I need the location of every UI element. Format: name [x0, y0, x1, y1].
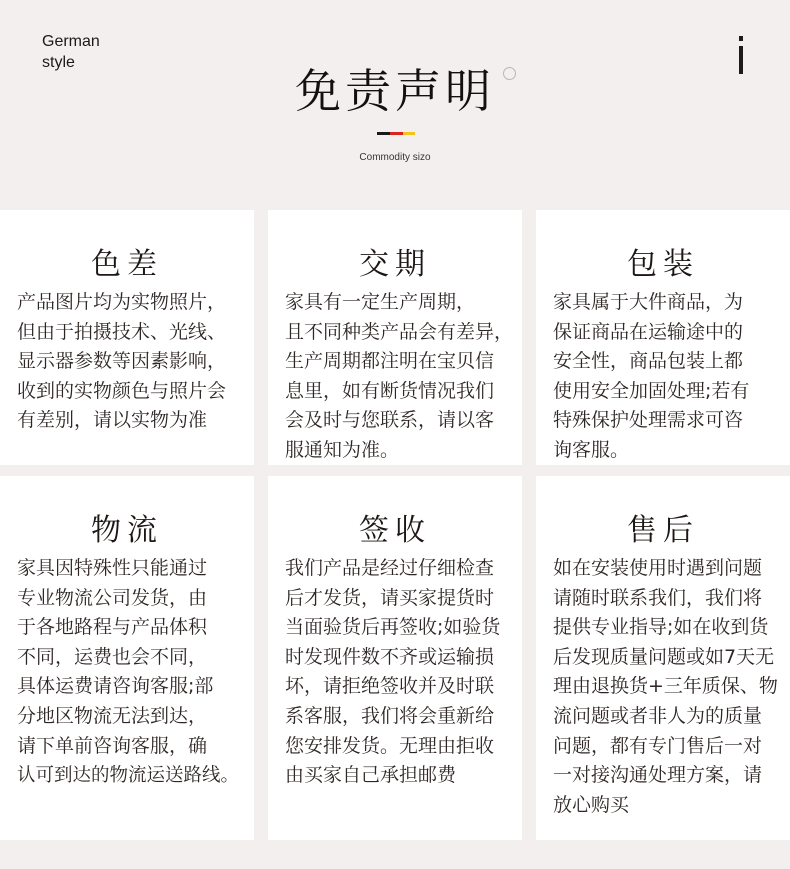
card-line: 具体运费请咨询客服;部	[17, 675, 214, 698]
card-delivery-time	[268, 210, 522, 465]
card-line: 由买家自己承担邮费	[285, 764, 457, 787]
card-line: 安全性，商品包装上都	[553, 350, 744, 373]
card-title: 包装	[627, 247, 699, 282]
brand-line-2: style	[42, 54, 75, 71]
card-line: 后才发货，请买家提货时	[285, 586, 495, 609]
card-title: 签收	[359, 513, 431, 548]
card-line: 请随时联系我们，我们将	[553, 586, 763, 609]
card-line: 当面验货后再签收;如验货	[285, 616, 501, 639]
card-line: 显示器参数等因素影响，	[17, 350, 227, 373]
card-line: 会及时与您联系，请以客	[285, 409, 495, 432]
card-line: 流问题或者非人为的质量	[553, 704, 763, 727]
card-line: 且不同种类产品会有差异，	[285, 320, 514, 343]
card-body	[285, 288, 518, 466]
card-line: 请下单前咨询客服，确	[17, 734, 208, 757]
page-title: 免责声明	[295, 64, 495, 118]
card-line: 提供专业指导;如在收到货	[553, 616, 769, 639]
card-line: 家具有一定生产周期，	[285, 291, 476, 313]
card-line: 特殊保护处理需求可咨	[553, 409, 744, 432]
card-line: 一对接沟通处理方案，请	[553, 764, 763, 787]
card-line: 但由于拍摄技术、光线、	[17, 320, 227, 343]
card-body	[17, 288, 250, 436]
card-line: 坏，请拒绝签收并及时联	[285, 675, 495, 698]
card-title: 色差	[91, 247, 163, 282]
card-line: 如在安装使用时遇到问题	[553, 557, 763, 579]
card-line: 有差别，请以实物为准	[17, 409, 208, 432]
card-line: 使用安全加固处理;若有	[553, 379, 750, 402]
card-line: 认可到达的物流运送路线。	[17, 765, 240, 787]
card-line: 不同，运费也会不同，	[17, 645, 208, 668]
card-after-sales	[536, 476, 790, 840]
card-signing	[268, 476, 522, 840]
card-line: 家具属于大件商品，为	[553, 291, 744, 313]
card-line: 专业物流公司发货，由	[17, 586, 208, 609]
card-line: 家具因特殊性只能通过	[17, 557, 208, 579]
card-logistics	[0, 476, 254, 840]
card-title: 售后	[627, 513, 699, 548]
brand-line-1: German	[42, 33, 100, 50]
circle-decoration-icon	[503, 67, 516, 80]
flag-divider	[377, 132, 415, 135]
card-line: 理由退换货+三年质保、物	[553, 675, 778, 698]
card-line: 分地区物流无法到达，	[17, 704, 208, 727]
page-subtitle: Commodity sizo	[359, 152, 431, 163]
card-body	[17, 554, 250, 791]
card-line: 息里，如有断货情况我们	[285, 379, 495, 402]
card-line: 保证商品在运输途中的	[553, 320, 744, 343]
card-line: 询客服。	[553, 438, 630, 461]
card-line: 问题，都有专门售后一对	[553, 734, 763, 757]
card-line: 服通知为准。	[285, 438, 400, 461]
card-body	[553, 288, 786, 466]
card-packaging	[536, 210, 790, 465]
card-line: 我们产品是经过仔细检查	[285, 557, 495, 579]
card-line: 放心购买	[553, 793, 630, 816]
card-line: 时发现件数不齐或运输损	[285, 645, 495, 668]
card-body	[553, 554, 786, 820]
card-line: 产品图片均为实物照片，	[17, 291, 227, 313]
card-title: 交期	[359, 247, 431, 282]
card-line: 后发现质量问题或如7天无	[553, 645, 775, 668]
card-line: 于各地路程与产品体积	[17, 616, 208, 639]
card-line: 您安排发货。无理由拒收	[285, 734, 495, 757]
card-line: 收到的实物颜色与照片会	[17, 379, 227, 402]
card-title: 物流	[91, 513, 163, 548]
card-body	[285, 554, 518, 791]
card-line: 系客服，我们将会重新给	[285, 704, 495, 727]
card-line: 生产周期都注明在宝贝信	[285, 350, 495, 373]
card-color-difference	[0, 210, 254, 465]
